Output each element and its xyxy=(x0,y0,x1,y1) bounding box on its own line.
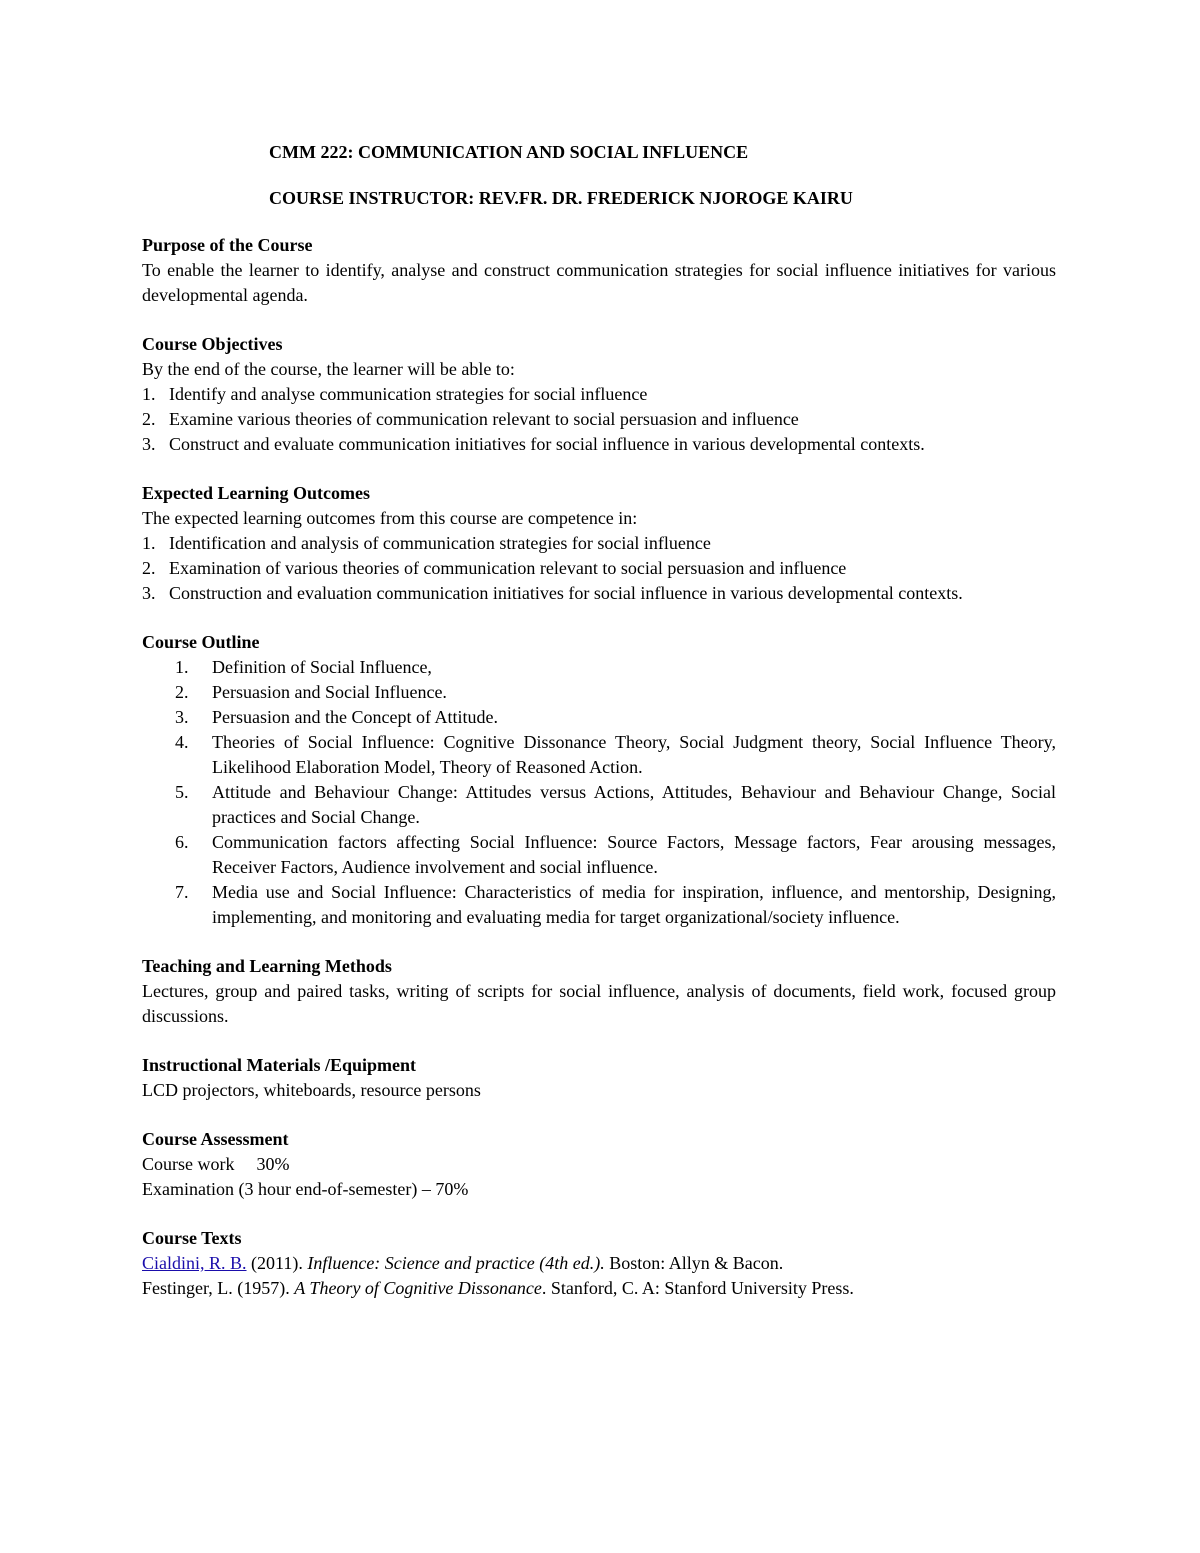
materials-heading: Instructional Materials /Equipment xyxy=(142,1055,417,1075)
materials-text: LCD projectors, whiteboards, resource persons xyxy=(142,1080,481,1100)
outcomes-heading: Expected Learning Outcomes xyxy=(142,483,370,503)
outline-list xyxy=(142,655,1056,930)
list-item: 5. Attitude and Behaviour Change: Attitudes versus Actions, Attitudes, Behaviour and Behaviour Change, Social practices and Social Change. xyxy=(175,782,1056,827)
document-content xyxy=(142,140,1056,1325)
exam-row: Examination (3 hour end-of-semester) – 70% xyxy=(142,1179,469,1199)
purpose-text: To enable the learner to identify, analyse and construct communication strategies for social influence initiatives for various developmental agenda. xyxy=(142,260,1056,305)
list-item: 3. Persuasion and the Concept of Attitude. xyxy=(175,707,498,727)
assessment-section xyxy=(142,1127,1056,1202)
objectives-intro: By the end of the course, the learner will be able to: xyxy=(142,359,515,379)
outcomes-intro: The expected learning outcomes from this course are competence in: xyxy=(142,508,638,528)
list-item: 7. Media use and Social Influence: Characteristics of media for inspiration, influence, and mentorship, Designing, implementing, and monitoring and evaluating media for target organizational/society influence. xyxy=(175,882,1056,927)
list-item: 6. Communication factors affecting Social Influence: Source Factors, Message factors, Fear arousing messages, Receiver Factors, Audience involvement and social influence. xyxy=(175,832,1056,877)
materials-section xyxy=(142,1053,1056,1103)
methods-heading: Teaching and Learning Methods xyxy=(142,956,392,976)
list-item: 2. Persuasion and Social Influence. xyxy=(175,682,447,702)
course-instructor: COURSE INSTRUCTOR: REV.FR. DR. FREDERICK NJOROGE KAIRU xyxy=(269,188,853,208)
purpose-section xyxy=(142,233,1056,308)
outcomes-list xyxy=(142,531,1056,606)
list-item: 1. Identify and analyse communication strategies for social influence xyxy=(142,384,648,404)
list-item: 1. Identification and analysis of communication strategies for social influence xyxy=(142,533,711,553)
list-item: 4. Theories of Social Influence: Cognitive Dissonance Theory, Social Judgment theory, Social Influence Theory, Likelihood Elaboration Model, Theory of Reasoned Action. xyxy=(175,732,1056,777)
author-link[interactable]: Cialdini, R. B. xyxy=(142,1253,247,1273)
coursework-row xyxy=(142,1152,1056,1177)
coursework-label: Course work xyxy=(142,1154,235,1174)
methods-text: Lectures, group and paired tasks, writing of scripts for social influence, analysis of documents, field work, focused group discussions. xyxy=(142,981,1056,1026)
objectives-section xyxy=(142,332,1056,457)
purpose-heading: Purpose of the Course xyxy=(142,235,313,255)
list-item: 1. Definition of Social Influence, xyxy=(175,657,432,677)
texts-section xyxy=(142,1226,1056,1301)
reference-1: Cialdini, R. B. (2011). Influence: Science and practice (4th ed.). Boston: Allyn & Bacon. xyxy=(142,1253,784,1273)
outcomes-section xyxy=(142,481,1056,606)
objectives-heading: Course Objectives xyxy=(142,334,283,354)
outline-section xyxy=(142,630,1056,930)
texts-heading: Course Texts xyxy=(142,1228,242,1248)
outline-heading: Course Outline xyxy=(142,632,260,652)
objectives-list xyxy=(142,382,1056,457)
list-item: 2. Examination of various theories of communication relevant to social persuasion and influence xyxy=(142,558,847,578)
coursework-value: 30% xyxy=(256,1154,290,1174)
assessment-heading: Course Assessment xyxy=(142,1129,289,1149)
list-item: 3. Construction and evaluation communication initiatives for social influence in various developmental contexts. xyxy=(142,583,963,603)
reference-2: Festinger, L. (1957). A Theory of Cognitive Dissonance. Stanford, C. A: Stanford University Press. xyxy=(142,1278,854,1298)
methods-section xyxy=(142,954,1056,1029)
list-item: 2. Examine various theories of communication relevant to social persuasion and influence xyxy=(142,409,799,429)
list-item: 3. Construct and evaluate communication initiatives for social influence in various developmental contexts. xyxy=(142,434,925,454)
course-title: CMM 222: COMMUNICATION AND SOCIAL INFLUENCE xyxy=(269,142,749,162)
